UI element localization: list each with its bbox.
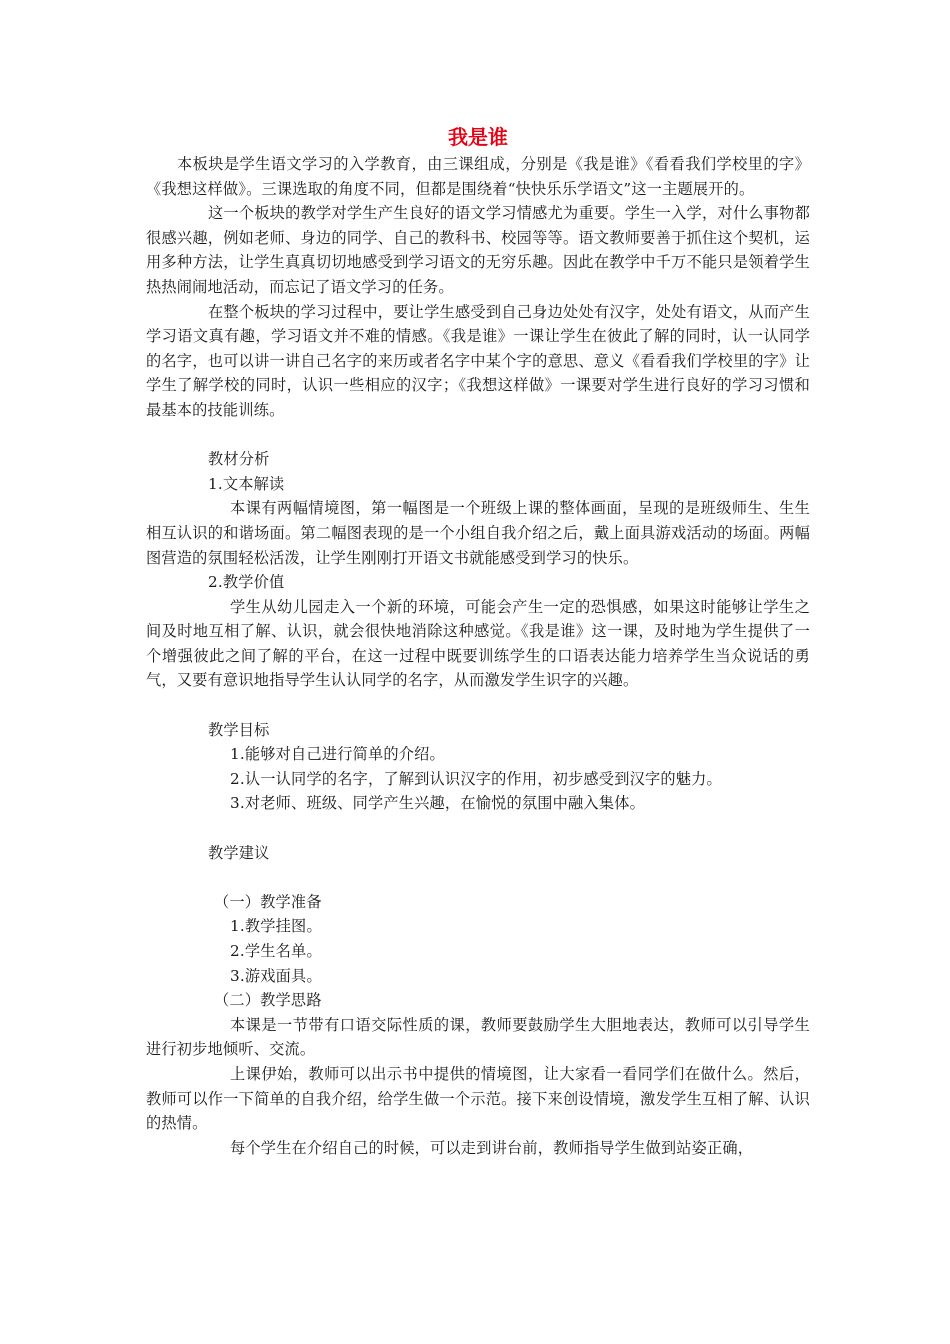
subheading-teaching-ideas: （二）教学思路 [214, 991, 322, 1010]
subheading-teaching-value: 2.教学价值 [208, 573, 285, 592]
teaching-ideas-paragraph-3: 每个学生在介绍自己的时候，可以走到讲台前，教师指导学生做到站姿正确， [230, 1138, 754, 1157]
teaching-ideas-paragraph-2: 上课伊始，教师可以出示书中提供的情境图，让大家看一看同学们在做什么。然后，教师可以作一下简单的自我介绍，给学生做一个示范。接下来创设情境，激发学生互相了解、认识的热情。 [146, 1064, 810, 1133]
document-page [146, 122, 810, 1160]
teaching-value-paragraph: 学生从幼儿园走入一个新的环境，可能会产生一定的恐惧感，如果这时能够让学生之间及时地互相了解、认识，就会很快地消除这种感觉。《我是谁》这一课，及时地为学生提供了一个增强彼此之间了解的平台，在这一过程中既要训练学生的口语表达能力培养学生当众说话的勇气，又要有意识地指导学生认认同学的名字，从而激发学生识字的兴趣。 [146, 597, 810, 690]
subheading-text-reading: 1.文本解读 [208, 474, 285, 493]
subheading-preparation: （一）教学准备 [214, 892, 322, 911]
spacer [146, 693, 810, 718]
text-reading-paragraph: 本课有两幅情境图，第一幅图是一个班级上课的整体画面，呈现的是班级师生、生生相互认识的和谐场面。第二幅图表现的是一个小组自我介绍之后，戴上面具游戏活动的场面。两幅图营造的氛围轻松活泼，让学生刚刚打开语文书就能感受到学习的快乐。 [146, 499, 810, 567]
section-heading-goals: 教学目标 [208, 720, 270, 739]
teaching-ideas-paragraph-1: 本课是一节带有口语交际性质的课，教师要鼓励学生大胆地表达，教师可以引导学生进行初步地倾听、交流。 [146, 1015, 810, 1059]
intro-paragraph-1: 本板块是学生语文学习的入学教育，由三课组成，分别是《我是谁》《看看我们学校里的字》《我想这样做》。三课选取的角度不同，但都是围绕着“快快乐乐学语文”这一主题展开的。 [146, 155, 810, 198]
goal-item: 1.能够对自己进行简单的介绍。 [230, 745, 445, 764]
spacer [146, 423, 810, 448]
section-heading-suggestions: 教学建议 [208, 843, 270, 862]
preparation-item: 1.教学挂图。 [230, 917, 322, 936]
preparation-item: 3.游戏面具。 [230, 966, 322, 985]
document-title: 我是谁 [448, 125, 508, 149]
spacer [146, 865, 810, 890]
goal-item: 3.对老师、班级、同学产生兴趣，在愉悦的氛围中融入集体。 [230, 794, 645, 813]
preparation-item: 2.学生名单。 [230, 942, 322, 960]
intro-paragraph-3: 在整个板块的学习过程中，要让学生感受到自己身边处处有汉字，处处有语文，从而产生学习语文真有趣，学习语文并不难的情感。《我是谁》一课让学生在彼此了解的同时，认一认同学的名字，也可以讲一讲自己名字的来历或者名字中某个字的意思、意义《看看我们学校里的字》让学生了解学校的同时，认识一些相应的汉字；《我想这样做》一课要对学生进行良好的学习习惯和最基本的技能训练。 [146, 302, 810, 419]
section-heading-analysis: 教材分析 [208, 450, 270, 469]
goal-item: 2.认一认同学的名字，了解到认识汉字的作用，初步感受到汉字的魅力。 [230, 769, 722, 788]
intro-paragraph-2: 这一个板块的教学对学生产生良好的语文学习情感尤为重要。学生一入学，对什么事物都很感兴趣，例如老师、身边的同学、自己的教科书、校园等等。语文教师要善于抓住这个契机，运用多种方法，让学生真真切切地感受到学习语文的无穷乐趣。因此在教学中千万不能只是领着学生热热闹闹地活动，而忘记了语文学习的任务。 [146, 204, 810, 296]
spacer [146, 816, 810, 841]
